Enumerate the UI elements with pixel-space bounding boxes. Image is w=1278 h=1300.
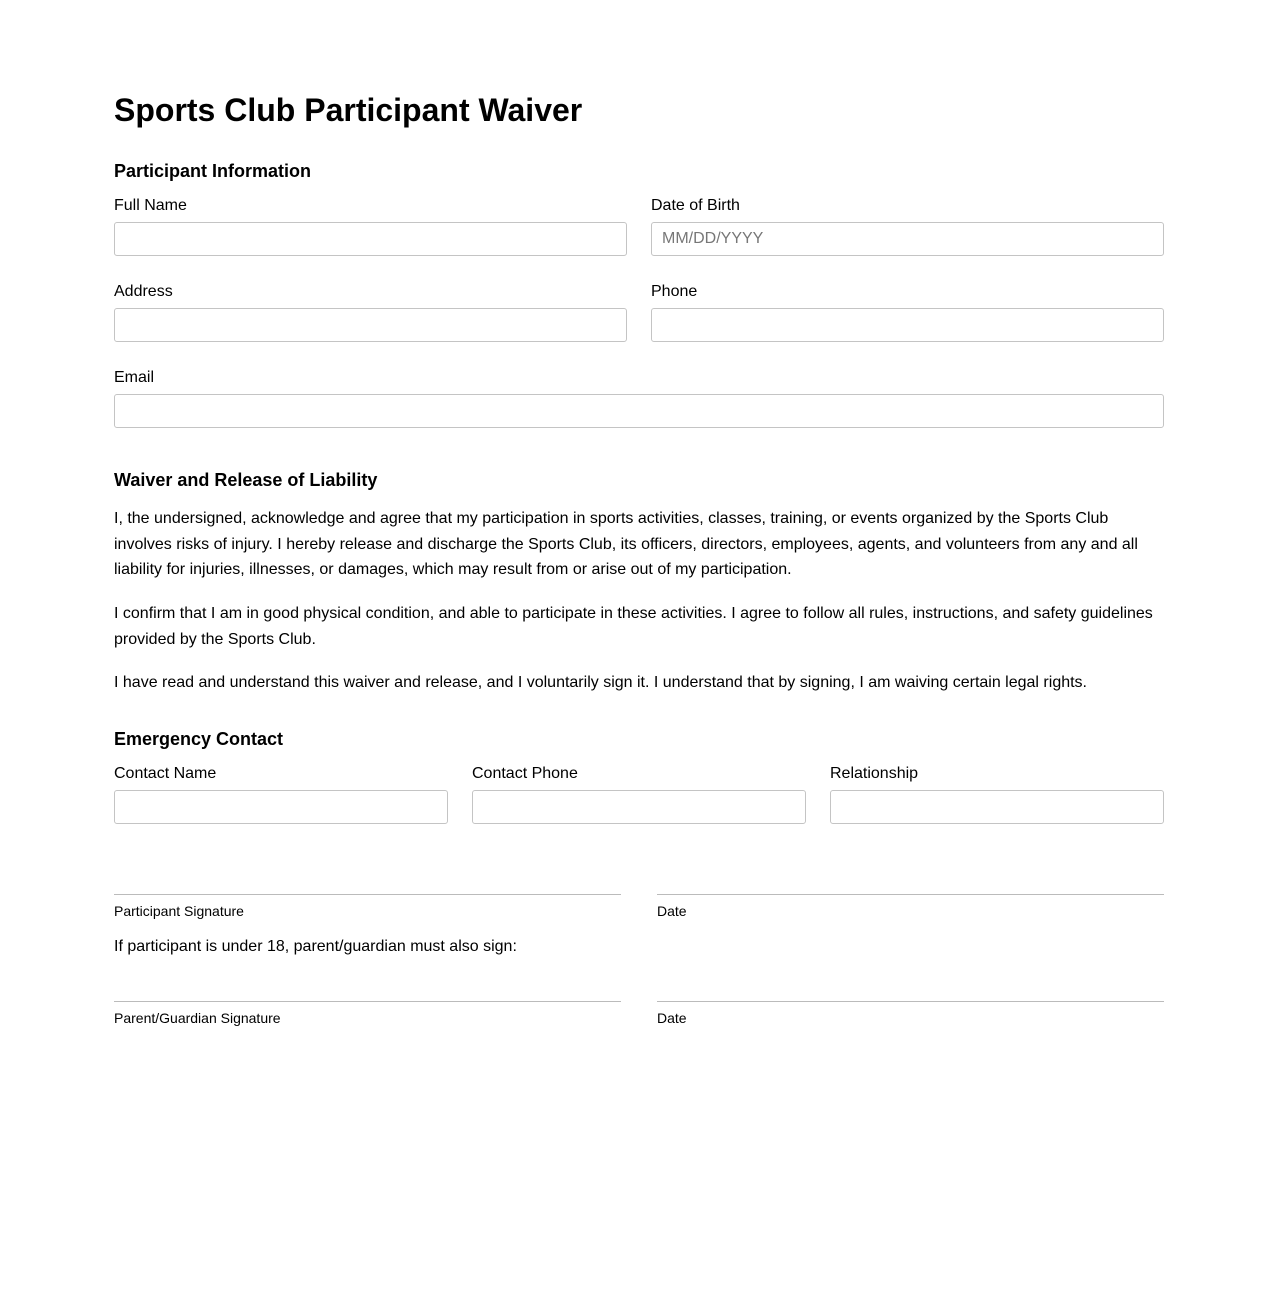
phone-label: Phone: [651, 283, 698, 300]
dob-input[interactable]: [651, 222, 1164, 256]
waiver-heading: Waiver and Release of Liability: [114, 470, 378, 490]
relationship-label: Relationship: [830, 765, 919, 782]
contact-name-label: Contact Name: [114, 765, 217, 782]
phone-input[interactable]: [651, 308, 1164, 342]
contact-phone-input[interactable]: [472, 790, 806, 824]
emergency-contact-heading: Emergency Contact: [114, 729, 284, 749]
address-label: Address: [114, 283, 173, 300]
relationship-input[interactable]: [830, 790, 1164, 824]
minor-note: If participant is under 18, parent/guardian must also sign:: [114, 938, 517, 955]
waiver-paragraph-2: I confirm that I am in good physical condition, and able to participate in these activities. I agree to follow all rules, instructions, and safety guidelines provided by the Sports Club.: [114, 605, 1153, 648]
email-label: Email: [114, 369, 155, 386]
participant-info-heading: Participant Information: [114, 161, 312, 181]
guardian-signature-line[interactable]: [114, 1001, 621, 1002]
address-input[interactable]: [114, 308, 627, 342]
full-name-input[interactable]: [114, 222, 627, 256]
contact-phone-label: Contact Phone: [472, 765, 578, 782]
participant-signature-label: Participant Signature: [114, 903, 244, 919]
participant-date-line[interactable]: [657, 894, 1164, 895]
dob-label: Date of Birth: [651, 197, 740, 214]
email-input[interactable]: [114, 394, 1164, 428]
contact-name-input[interactable]: [114, 790, 448, 824]
page-title: Sports Club Participant Waiver: [114, 92, 583, 128]
waiver-paragraph-3: I have read and understand this waiver and release, and I voluntarily sign it. I understand that by signing, I am waiving certain legal rights.: [114, 674, 1087, 691]
waiver-paragraph-1: I, the undersigned, acknowledge and agree that my participation in sports activities, classes, training, or events organized by the Sports Club involves risks of injury. I hereby release and discharge the Sports Club, its officers, directors, employees, agents, and volunteers from any and all liability for injuries, illnesses, or damages, which may result from or arise out of my participation.: [114, 510, 1138, 578]
guardian-date-line[interactable]: [657, 1001, 1164, 1002]
full-name-label: Full Name: [114, 197, 187, 214]
guardian-signature-label: Parent/Guardian Signature: [114, 1010, 281, 1026]
guardian-date-label: Date: [657, 1010, 687, 1026]
participant-date-label: Date: [657, 903, 687, 919]
participant-signature-line[interactable]: [114, 894, 621, 895]
